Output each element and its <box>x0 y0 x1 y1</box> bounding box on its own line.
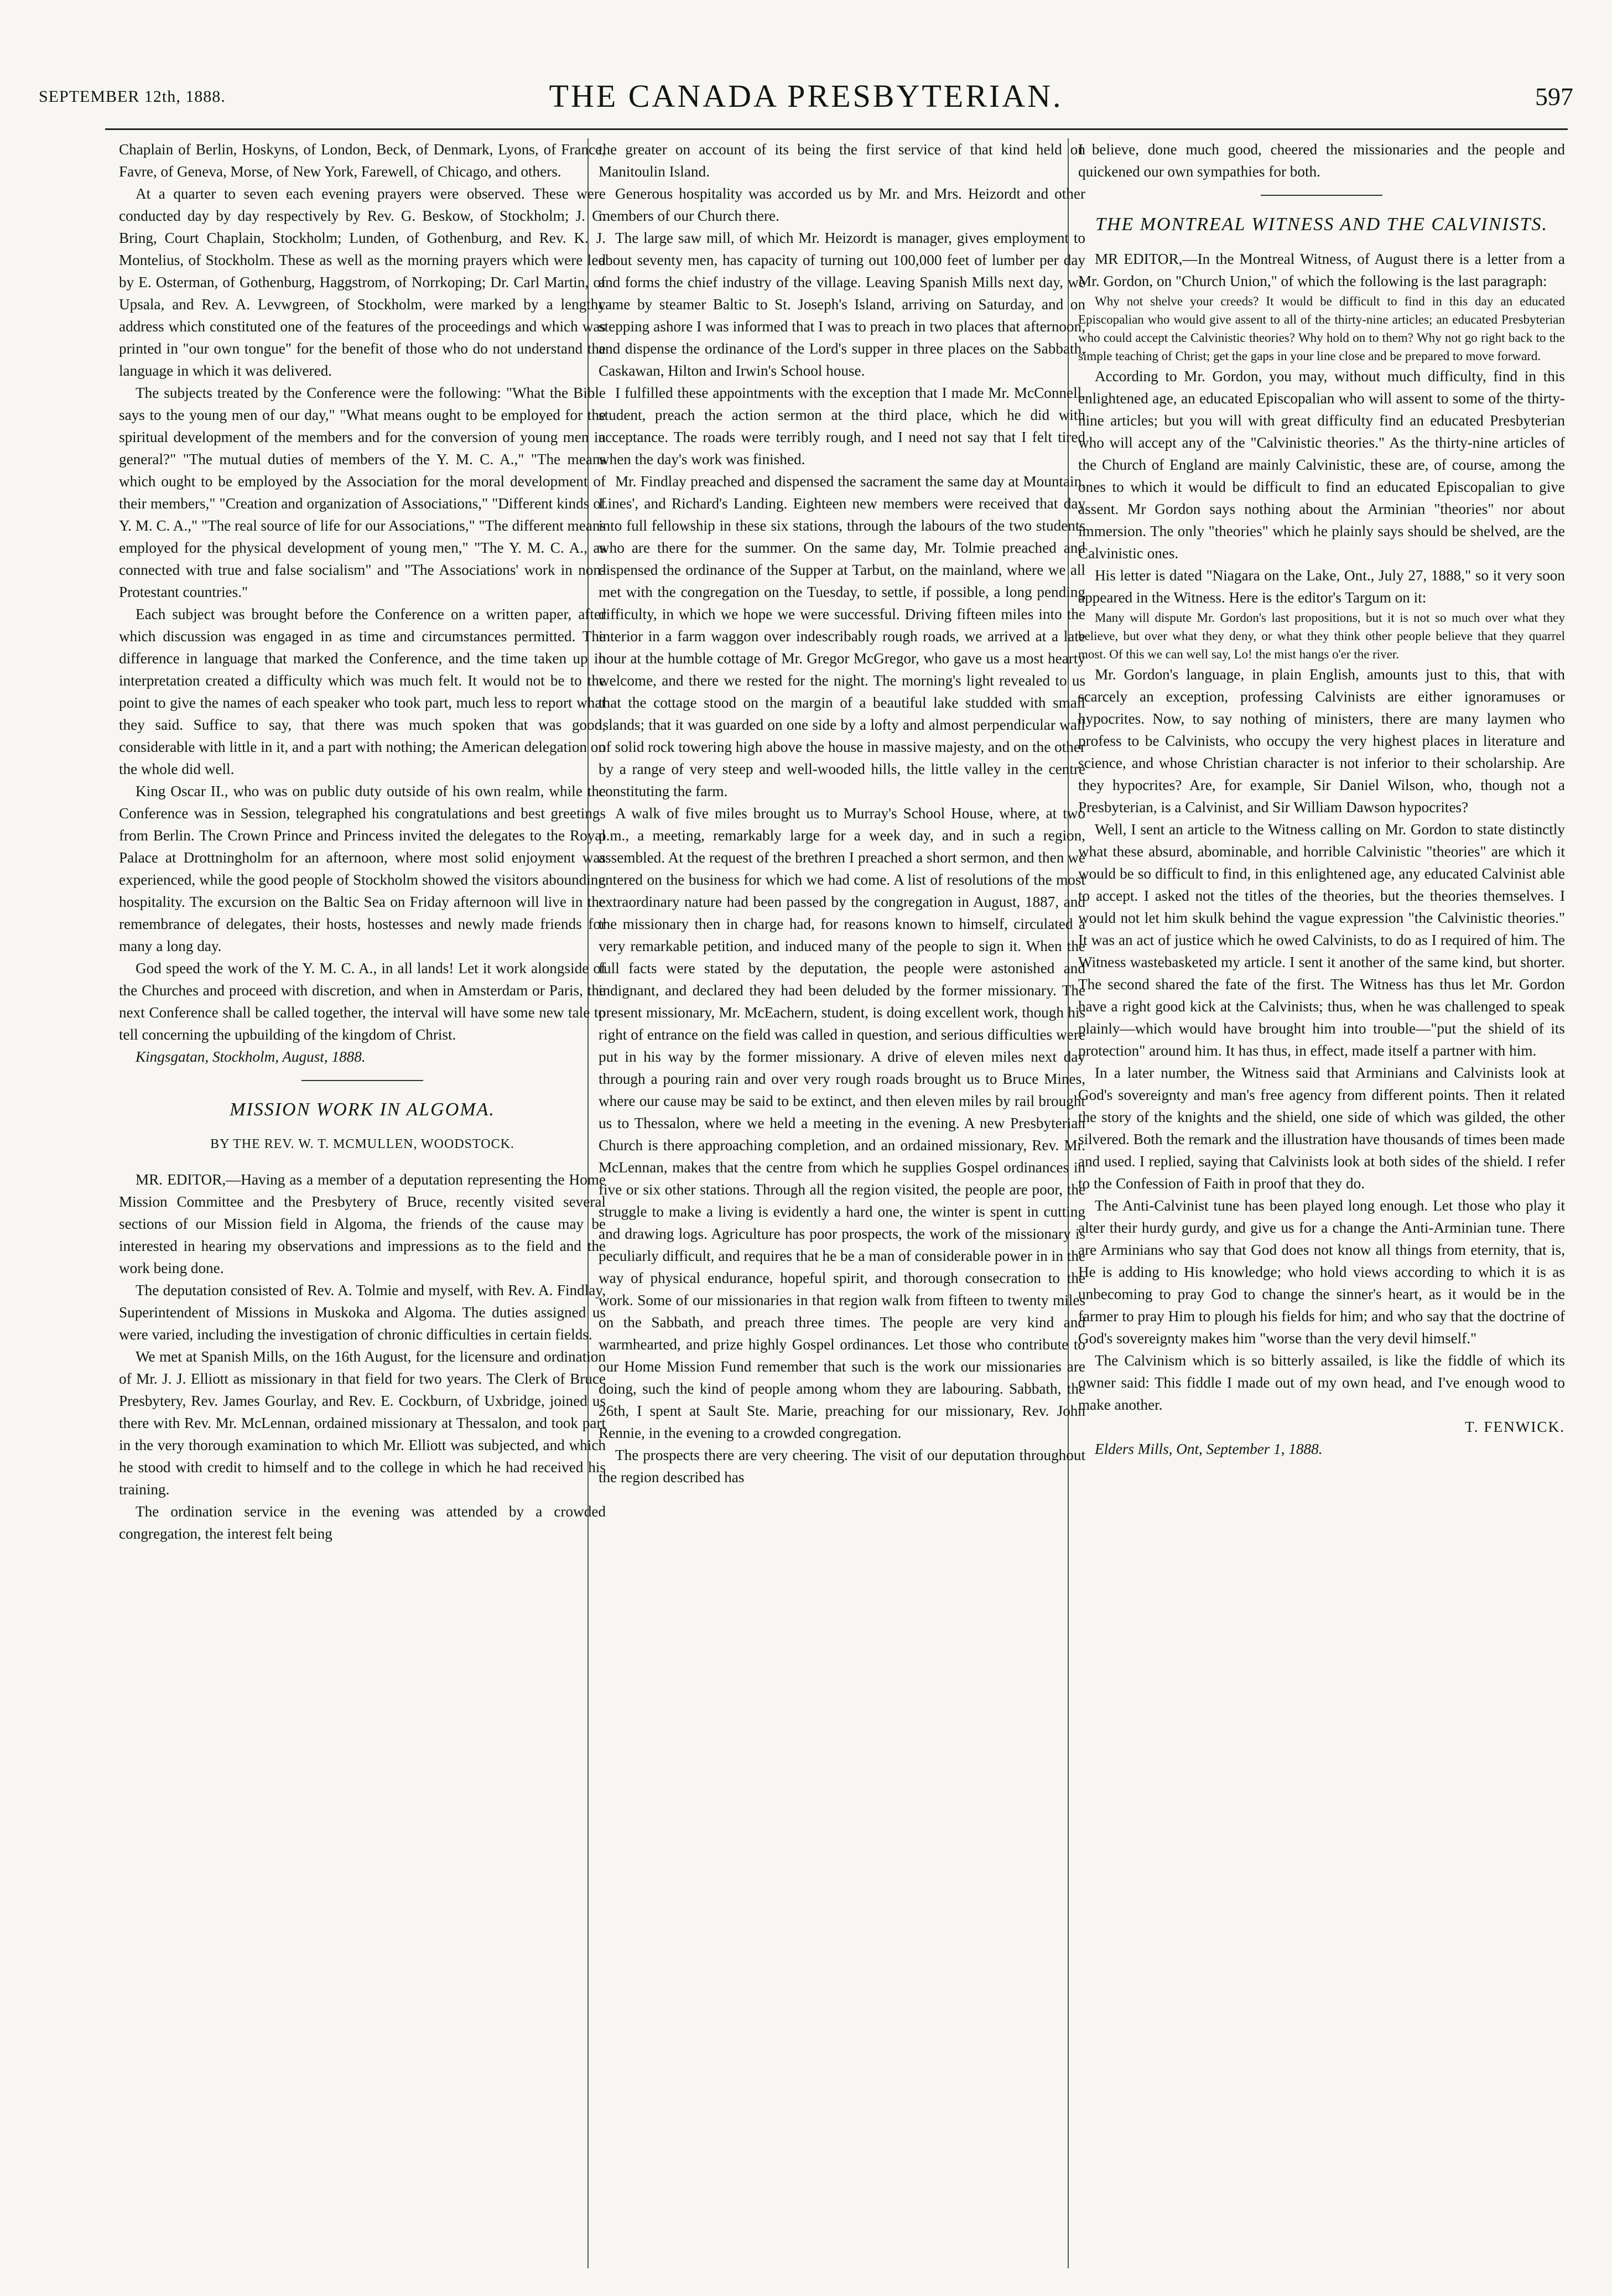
page-number: 597 <box>1535 82 1573 111</box>
paragraph: MR. EDITOR,—Having as a member of a deputation representing the Home Mission Committee and the Presbytery of Bruce, recently visited several sections of our Mission field in Algoma, the friends of the cause may be interested in hearing my observations and impressions as to the field and the work being done. <box>119 1171 606 1276</box>
section-divider <box>1261 195 1382 196</box>
column-2 <box>599 138 1085 2268</box>
paragraph: I fulfilled these appointments with the exception that I made Mr. McConnell, student, preach the action sermon at the third place, which he did with acceptance. The roads were terribly rough, and I need not say that I felt tired when the day's work was finished. <box>599 385 1085 467</box>
article-byline: BY THE REV. W. T. MCMULLEN, WOODSTOCK. <box>210 1137 514 1151</box>
paragraph: I believe, done much good, cheered the missionaries and the people and quickened our own sympathies for both. <box>1078 141 1565 180</box>
newspaper-title: THE CANADA PRESBYTERIAN. <box>549 78 1063 114</box>
paragraph: His letter is dated "Niagara on the Lake, Ont., July 27, 1888," so it very soon appeared in the Witness. Here is the editor's Targum on it: <box>1078 567 1565 606</box>
column-3 <box>1078 138 1565 2268</box>
paragraph: The Anti-Calvinist tune has been played long enough. Let those who play it alter their hurdy gurdy, and give us for a change the Anti-Arminian tune. There are Arminians who say that God does not know all things from eternity, that is, He is adding to His knowledge; who hold views according to which it is as unbecoming to pray God to change the sinner's heart, as it would be in the farmer to pray Him to plough his fields for him; and who say that the doctrine of God's sovereignty makes him "worse than the very devil himself." <box>1078 1197 1565 1347</box>
article-dateline: Elders Mills, Ont, September 1, 1888. <box>1095 1441 1323 1457</box>
paragraph: Mr. Findlay preached and dispensed the sacrament the same day at Mountain, Lines', and Richard's Landing. Eighteen new members were received that day into full fellowship in these six stations, through the labours of the two students who are there for the summer. On the same day, Mr. Tolmie preached and dispensed the ordinance of the Supper at Tarbut, on the mainland, where we all met with the congregation on the Tuesday, to settle, if possible, a long pending difficulty, in which we hope we were successful. Driving fifteen miles into the interior in a farm waggon over indescribably rough roads, we arrived at a late hour at the humble cottage of Mr. Gregor McGregor, who gave us a most hearty welcome, and there we rested for the night. The morning's light revealed to us that the cottage stood on the margin of a beautiful lake studded with small islands; that it was guarded on one side by a lofty and almost perpendicular wall of solid rock towering high above the house in massive majesty, and on the other by a range of very steep and well-wooded hills, the little valley in the centre constituting the farm. <box>599 473 1085 799</box>
issue-date: SEPTEMBER 12th, 1888. <box>39 87 226 106</box>
paragraph: Each subject was brought before the Conference on a written paper, after which discussion was engaged in as time and circumstances permitted. The difference in language that marked the Conference, and the time taken up in interpretation created a difficulty which was much felt. It would not be to the point to give the names of each speaker who took part, much less to report what they said. Suffice to say, that there was much spoken that was good, considerable with little in it, and a part with nothing; the American delegation on the whole did well. <box>119 606 606 777</box>
paragraph: The deputation consisted of Rev. A. Tolmie and myself, with Rev. A. Findlay, Superintendent of Missions in Muskoka and Algoma. The duties assigned us were varied, including the investigation of chronic difficulties in certain fields. <box>119 1282 606 1343</box>
paragraph: The ordination service in the evening was attended by a crowded congregation, the interest felt being <box>119 1503 606 1542</box>
author-signature: T. FENWICK. <box>1465 1419 1565 1435</box>
header-rule <box>105 128 1568 130</box>
block-quote: Many will dispute Mr. Gordon's last propositions, but it is not so much over what they believe, but over what they deny, or what they think other people believe that they quarrel most. Of this we can well say, Lo! the mist hangs o'er the river. <box>1078 611 1565 661</box>
paragraph: At a quarter to seven each evening prayers were observed. These were conducted day by day respectively by Rev. G. Beskow, of Stockholm; J. C. Bring, Court Chaplain, Stockholm; Lunden, of Gothenburg, and Rev. K. J. Montelius, of Stockholm. These as well as the morning prayers which were led by E. Osterman, of Gothenburg, Haggstrom, of Norrkoping; Dr. Carl Martin, of Upsala, and Rev. A. Levwgreen, of Stockholm, were marked by a lengthy address which constituted one of the features of the proceedings and which was printed in "our own tongue" for the benefit of those who do not understand the language in which it was delivered. <box>119 185 606 379</box>
paragraph: In a later number, the Witness said that Arminians and Calvinists look at God's sovereignty and man's free agency from different points. Then it related the story of the knights and the shield, one side of which was gilded, the other silvered. Both the remark and the illustration have thousands of times been made and used. I replied, saying that Calvinists look at both sides of the shield. I refer to the Confession of Faith in proof that they do. <box>1078 1064 1565 1192</box>
paragraph: the greater on account of its being the first service of that kind held on Manitoulin Island. <box>599 141 1085 180</box>
paragraph: The large saw mill, of which Mr. Heizordt is manager, gives employment to about seventy men, has capacity of turning out 100,000 feet of lumber per day and forms the chief industry of the village. Leaving Spanish Mills next day, we came by steamer Baltic to St. Joseph's Island, arriving on Saturday, and on stepping ashore I was informed that I was to preach in two places that afternoon, and dispense the ordinance of the Lord's supper in three places on the Sabbath, Caskawan, Hilton and Irwin's School house. <box>599 230 1085 379</box>
paragraph: The subjects treated by the Conference were the following: "What the Bible says to the young men of our day," "What means ought to be employed for the spiritual development of the members and for the conversion of young men in general?" "The mutual duties of members of the Y. M. C. A.," "The means which ought to be employed by the Association for the moral development of their members," "Creation and organization of Associations," "Different kinds of Y. M. C. A.," "The real source of life for our Associations," "The different means employed for the physical development of young men," "The Y. M. C. A., as connected with true and false socialism" and "The Associations' work in non-Protestant countries." <box>119 385 606 600</box>
paragraph: We met at Spanish Mills, on the 16th August, for the licensure and ordination of Mr. J. J. Elliott as missionary in that field for two years. The Clerk of Bruce Presbytery, Rev. James Gourlay, and Rev. E. Cockburn, of Uxbridge, joined us there with Rev. Mr. McLennan, ordained missionary at Thessalon, and took part in the very thorough examination to which Mr. Elliott was subjected, and which he stood with credit to himself and to the college in which he had received his training. <box>119 1348 606 1498</box>
paragraph: God speed the work of the Y. M. C. A., in all lands! Let it work alongside of the Churches and proceed with discretion, and when in Amsterdam or Paris, the next Conference shall be called together, the interval will have some new tale to tell concerning the upbuilding of the kingdom of Christ. <box>119 960 606 1043</box>
article-title-montreal-witness: THE MONTREAL WITNESS AND THE CALVINISTS. <box>1095 214 1548 235</box>
paragraph: The Calvinism which is so bitterly assailed, is like the fiddle of which its owner said: This fiddle I made out of my own head, and I've enough wood to make another. <box>1078 1352 1565 1413</box>
column-1 <box>119 138 606 2268</box>
article-title-mission-work: MISSION WORK IN ALGOMA. <box>230 1099 495 1120</box>
section-divider <box>301 1080 423 1081</box>
block-quote: Why not shelve your creeds? It would be difficult to find in this day an educated Episcopalian who would give assent to all of the thirty-nine articles; an educated Presbyterian who could accept the Calvinistic theories? Why hold on to them? Why not go right back to the simple teaching of Christ; get the gaps in your line close and be prepared to move forward. <box>1078 294 1565 363</box>
paragraph: According to Mr. Gordon, you may, without much difficulty, find in this enlightened age, an educated Episcopalian who will assent to some of the thirty-nine articles; but you will with great difficulty find an educated Presbyterian who will accept any of the "Calvinistic theories." As the thirty-nine articles of the Church of England are mainly Calvinistic, these are, of course, among the ones to which it would be difficult to find an educated Episcopalian to give assent. Mr Gordon says nothing about the Arminian "theories" nor about immersion. The only "theories" which he plainly says should be shelved, are the Calvinistic ones. <box>1078 368 1565 562</box>
page-header <box>33 77 1579 127</box>
paragraph: A walk of five miles brought us to Murray's School House, where, at two p.m., a meeting, remarkably large for a week day, and in such a region, assembled. At the request of the brethren I preached a short sermon, and then we entered on the business for which we had come. A list of resolutions of the most extraordinary nature had been passed by the congregation in August, 1887, and the missionary then in charge had, for reasons known to himself, circulated a very remarkable petition, and induced many of the people to sign it. When the full facts were stated by the deputation, the people were astonished and indignant, and declared they had been deluded by the former missionary. The present missionary, Mr. McEachern, student, is doing excellent work, though his right of entrance on the field was called in question, and serious difficulties were put in his way by the former missionary. A drive of eleven miles next day through a pouring rain and over very rough roads brought us to Bruce Mines, where our cause may be said to be extinct, and then eleven miles by rail brought us to Thessalon, where we held a meeting in the evening. A new Presbyterian Church is there approaching completion, and an ordained missionary, Rev. Mr. McLennan, makes that the centre from which he supplies Gospel ordinances in five or six other stations. Through all the region visited, the people are poor, the struggle to make a living is evidently a hard one, the winter is spent in cutting and drawing logs. Agriculture has poor prospects, the work of the missionary is peculiarly difficult, and requires that he be a man of considerable power in in the way of physical endurance, hopeful spirit, and thorough consecration to the work. Some of our missionaries in that region walk from fifteen to twenty miles on the Sabbath, and preach three times. The people are very kind and warmhearted, and prize highly Gospel ordinances. Let those who contribute to our Home Mission Fund remember that such is the work our missionaries are doing, such the kind of people among whom they are labouring. Sabbath, the 26th, I spent at Sault Ste. Marie, preaching for our missionary, Rev. John Rennie, in the evening to a crowded congregation. <box>599 805 1085 1441</box>
article-signoff: Kingsgatan, Stockholm, August, 1888. <box>136 1048 366 1065</box>
paragraph: The prospects there are very cheering. The visit of our deputation throughout the region described has <box>599 1447 1085 1485</box>
paragraph: King Oscar II., who was on public duty outside of his own realm, while the Conference was in Session, telegraphed his congratulations and best greetings from Berlin. The Crown Prince and Princess invited the delegates to the Royal Palace at Drottningholm for an afternoon, where most solid enjoyment was experienced, while the good people of Stockholm showed the visitors abounding hospitality. The excursion on the Baltic Sea on Friday afternoon will live in the remembrance of delegates, their hosts, hostesses and newly made friends for many a long day. <box>119 783 606 954</box>
paragraph: Mr. Gordon's language, in plain English, amounts just to this, that with scarcely an exception, professing Calvinists are either ignoramuses or hypocrites. Now, to say nothing of ministers, there are many laymen who profess to be Calvinists, who occupy the very highest places in literature and science, and whose Christian character is not inferior to their scholarship. Are they hypocrites? Are, for example, Sir Daniel Wilson, who, though not a Presbyterian, is a Calvinist, and Sir William Dawson hypocrites? <box>1078 666 1565 815</box>
paragraph: Generous hospitality was accorded us by Mr. and Mrs. Heizordt and other members of our Church there. <box>599 185 1085 224</box>
paragraph: Well, I sent an article to the Witness calling on Mr. Gordon to state distinctly what these absurd, abominable, and horrible Calvinistic "theories" are which it would be so difficult to find, in this enlightened age, any educated Calvinist able to accept. I asked not the titles of the theories, but the theories themselves. I would not let him skulk behind the vague expression "the Calvinistic theories." It was an act of justice which he owed Calvinists, to do as I required of him. The Witness wastebasketed my article. I sent it another of the same kind, but shorter. The second shared the fate of the first. The Witness has thus let Mr. Gordon have a right good kick at the Calvinists; thus, when he was challenged to speak plainly—which would have brought him into trouble—"put the shield of its protection" around him. It has thus, in effect, made itself a partner with him. <box>1078 821 1565 1059</box>
paragraph: Chaplain of Berlin, Hoskyns, of London, Beck, of Denmark, Lyons, of France, Favre, of Geneva, Morse, of New York, Farewell, of Chicago, and others. <box>119 141 606 180</box>
paragraph: MR EDITOR,—In the Montreal Witness, of August there is a letter from a Mr. Gordon, on "Church Union," of which the following is the last paragraph: <box>1078 251 1565 289</box>
